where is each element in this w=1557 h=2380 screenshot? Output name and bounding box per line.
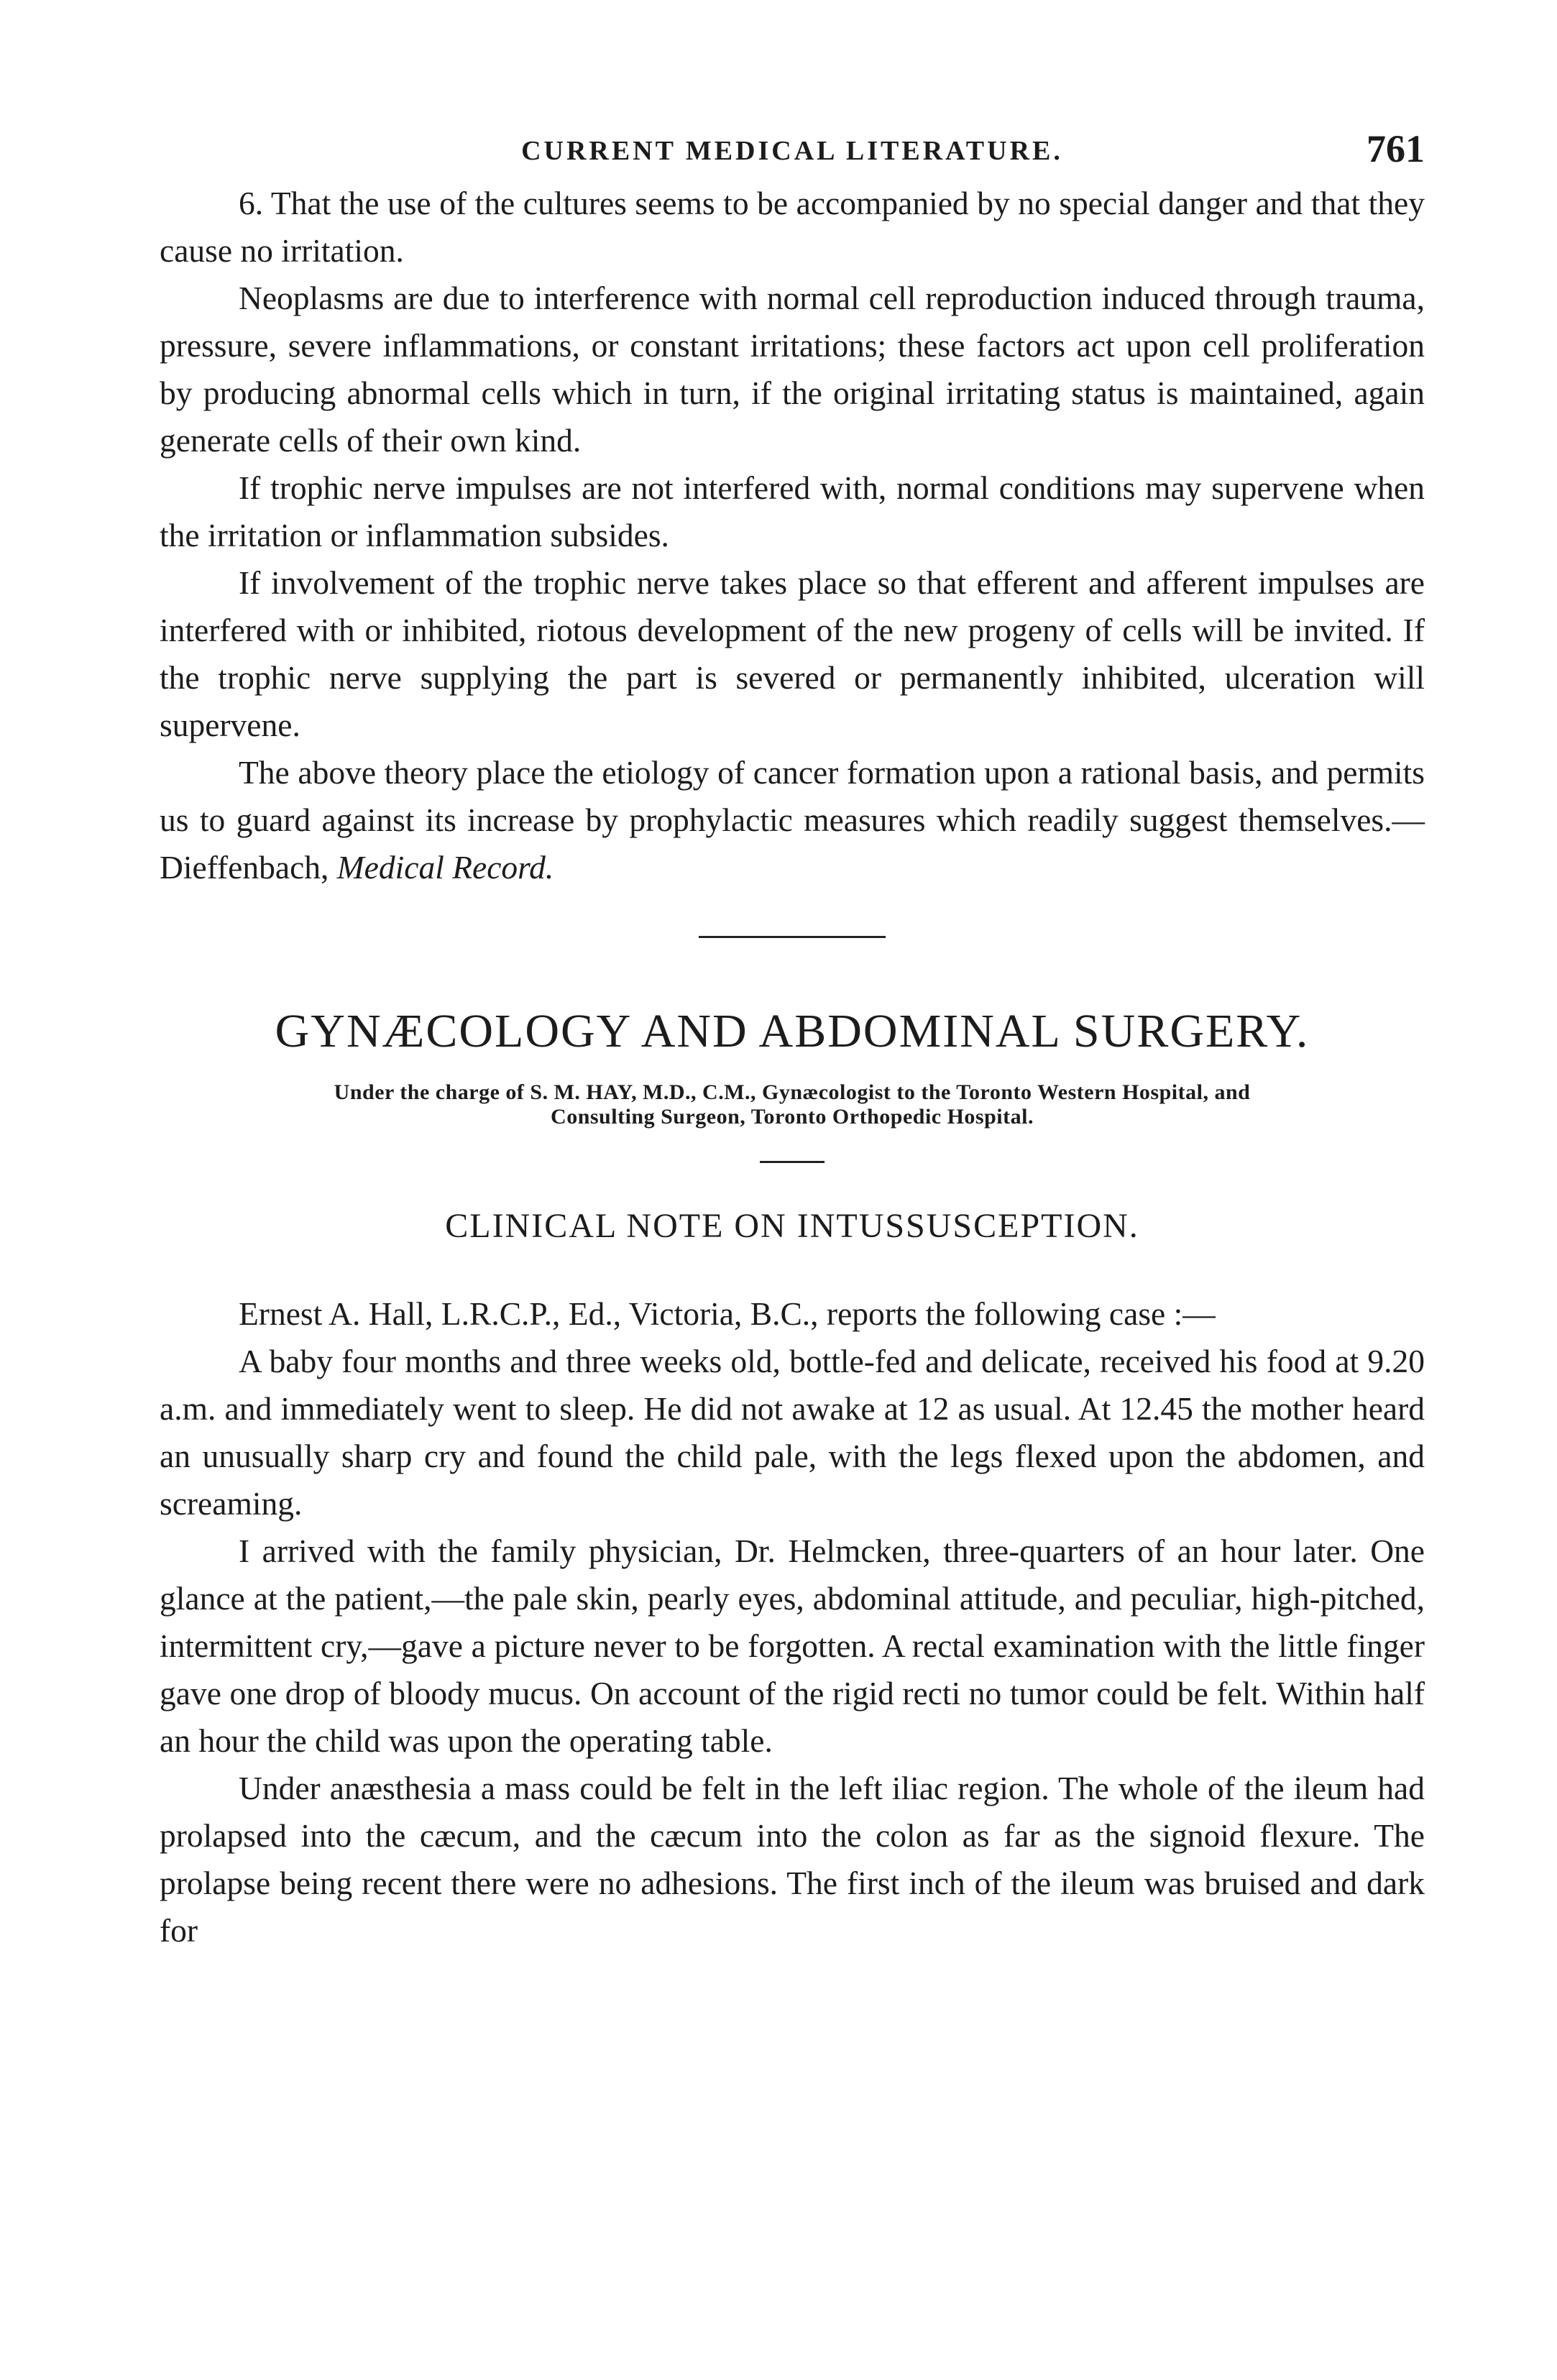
section-note-line-1: Under the charge of S. M. HAY, M.D., C.M., Gynæcologist to the Toronto Western Hospital, and (334, 1080, 1251, 1104)
article-title: CLINICAL NOTE ON INTUSSUSCEPTION. (445, 1207, 1139, 1245)
paragraph-cultures: 6. That the use of the cultures seems to be accompanied by no special danger and that they cause no irritation. (160, 185, 1425, 269)
paragraph-operation: Under anæsthesia a mass could be felt in the left iliac region. The whole of the ileum had prolapsed into the cæcum, and the cæcum into the colon as far as the signoid flexure. The prolapse being recent there were no adhesions. The first inch of the ileum was bruised and dark for (160, 1770, 1425, 1949)
opening-text (160, 180, 1425, 891)
paragraph-examination: I arrived with the family physician, Dr. Helmcken, three-quarters of an hour later. One glance at the patient,—the pale skin, pearly eyes, abdominal attitude, and peculiar, high-pitched, intermittent cry,—gave a picture never to be forgotten. A rectal examination with the little finger gave one drop of bloody mucus. On account of the rigid recti no tumor could be felt. Within half an hour the child was upon the operating table. (160, 1533, 1425, 1759)
paragraph-neoplasms: Neoplasms are due to interference with normal cell reproduction induced through trauma, pressure, severe inflammations, or constant irritations; these factors act upon cell proliferation by producing abnormal cells which in turn, if the original irritating status is maintained, again generate cells of their own kind. (160, 280, 1425, 459)
paragraph-report-intro: Ernest A. Hall, L.R.C.P., Ed., Victoria, B.C., reports the following case :— (239, 1295, 1216, 1332)
document-page (160, 122, 1425, 1954)
paragraph-case-history: A baby four months and three weeks old, bottle-fed and delicate, received his food at 9.20 a.m. and immediately went to sleep. He did not awake at 12 as usual. At 12.45 the mother heard an unusually sharp cry and found the child pale, with the legs flexed upon the abdomen, and screaming. (160, 1343, 1425, 1522)
source-citation: Medical Record. (336, 849, 554, 886)
paragraph-trophic-impulses: If trophic nerve impulses are not interfered with, normal conditions may supervene when the irritation or inflammation subsides. (160, 469, 1425, 553)
running-header (160, 122, 1425, 180)
section-title: GYNÆCOLOGY AND ABDOMINAL SURGERY. (275, 1005, 1310, 1057)
section-note-line-2: Consulting Surgeon, Toronto Orthopedic Hospital. (551, 1105, 1034, 1129)
paragraph-theory (160, 749, 1425, 891)
article-text (160, 1290, 1425, 1954)
page-number: 761 (1367, 127, 1425, 170)
subsection-divider (760, 1161, 825, 1163)
paragraph-trophic-involvement: If involvement of the trophic nerve takes place so that efferent and afferent impulses are interfered with or inhibited, riotous development of the new progeny of cells will be invited. If the trophic nerve supplying the part is severed or permanently inhibited, ulceration will supervene. (160, 564, 1425, 743)
running-title: CURRENT MEDICAL LITERATURE. (521, 136, 1063, 166)
theory-text: The above theory place the etiology of cancer formation upon a rational basis, and permits us to guard against its increase by prophylactic measures which readily suggest themselves.—Dieffenbach, (160, 754, 1425, 886)
section-editor-note (160, 1080, 1425, 1129)
section-divider (699, 936, 886, 938)
